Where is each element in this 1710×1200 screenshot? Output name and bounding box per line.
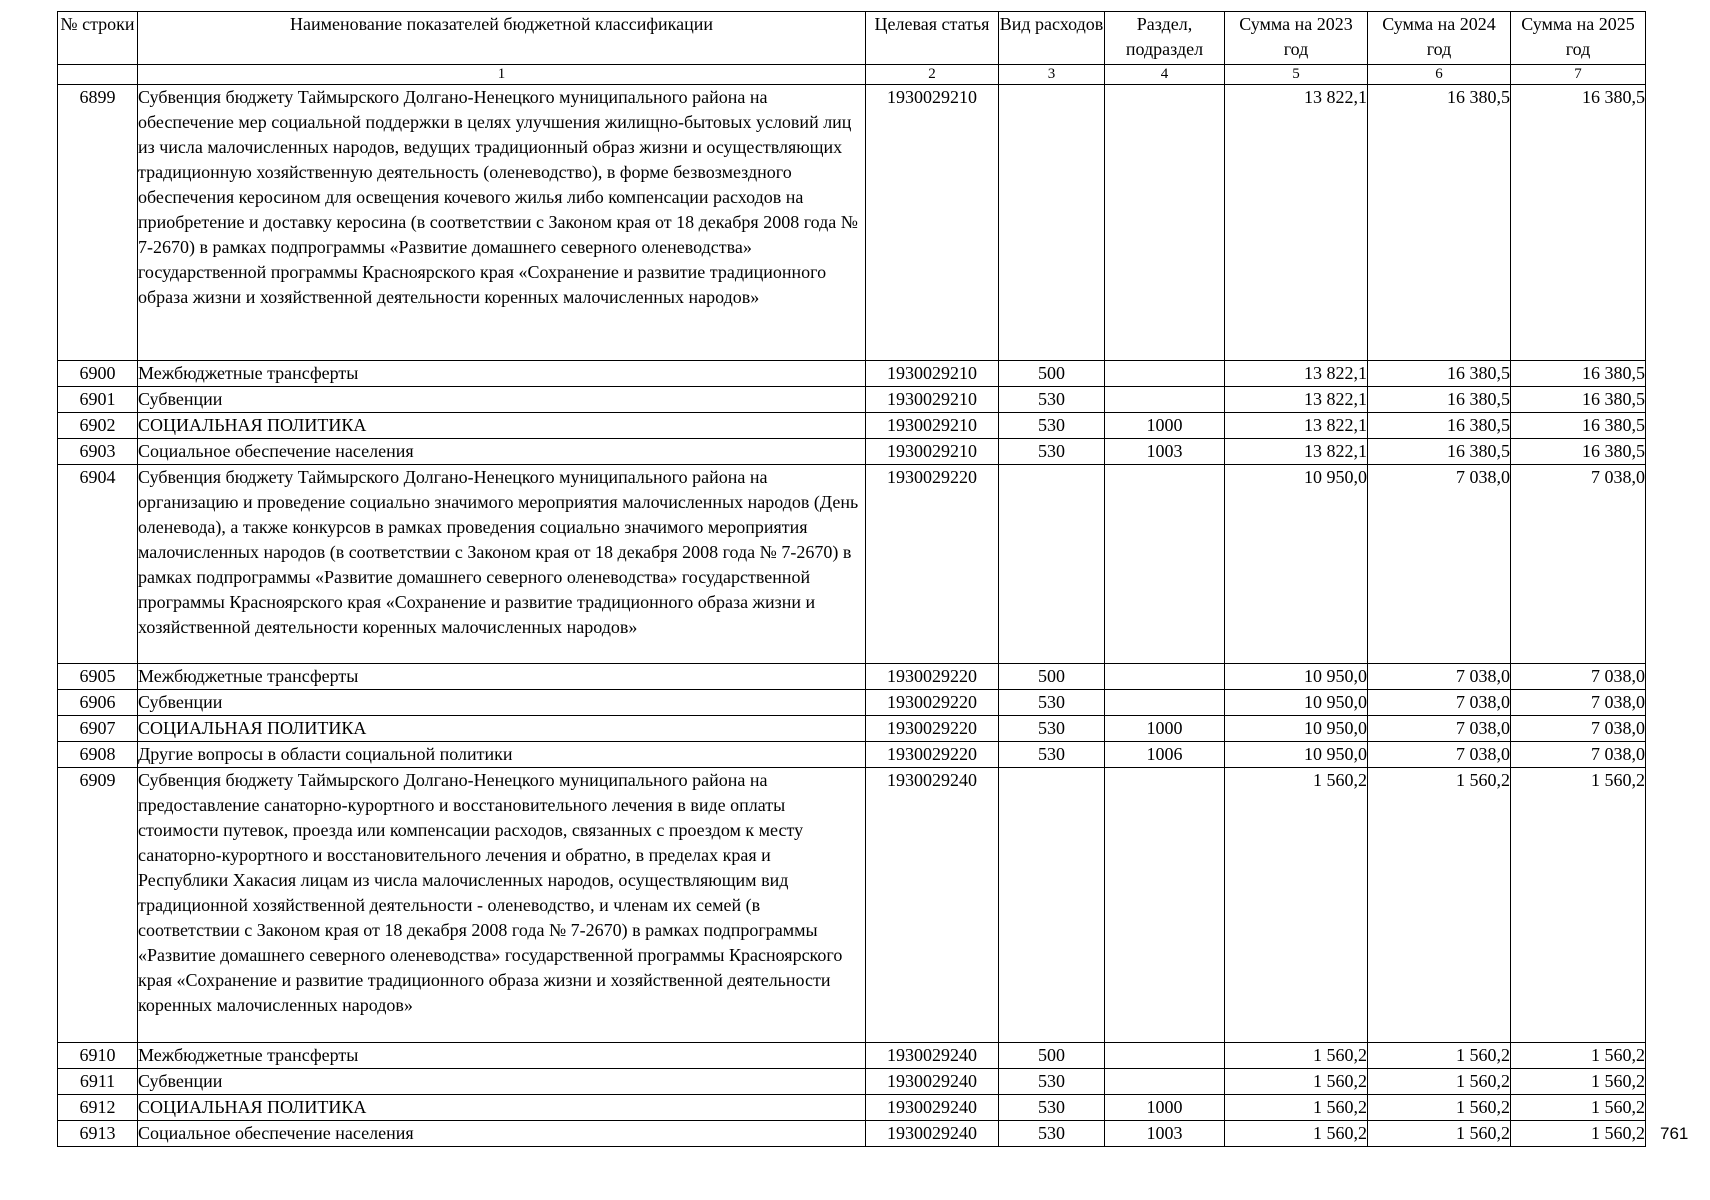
row-sum-2024: 1 560,2 <box>1368 768 1511 1043</box>
row-sum-2024: 16 380,5 <box>1368 85 1511 361</box>
col-number-0 <box>58 65 138 85</box>
row-target-code: 1930029240 <box>866 1095 999 1121</box>
row-sum-2025: 16 380,5 <box>1511 439 1646 465</box>
row-target-code: 1930029240 <box>866 1043 999 1069</box>
row-section: 1000 <box>1105 1095 1225 1121</box>
row-target-code: 1930029210 <box>866 387 999 413</box>
row-sum-2023: 1 560,2 <box>1225 1069 1368 1095</box>
row-sum-2025: 16 380,5 <box>1511 413 1646 439</box>
row-sum-2023: 1 560,2 <box>1225 1095 1368 1121</box>
col-number-3: 3 <box>999 65 1105 85</box>
row-name: Другие вопросы в области социальной политики <box>138 742 866 768</box>
row-sum-2025: 16 380,5 <box>1511 85 1646 361</box>
row-section <box>1105 85 1225 361</box>
row-kind: 500 <box>999 361 1105 387</box>
row-target-code: 1930029240 <box>866 1121 999 1147</box>
row-sum-2025: 7 038,0 <box>1511 716 1646 742</box>
row-sum-2023: 13 822,1 <box>1225 361 1368 387</box>
row-section <box>1105 690 1225 716</box>
row-name: Субвенции <box>138 690 866 716</box>
header-section: Раздел, подраздел <box>1105 12 1225 65</box>
table-row <box>58 1069 1646 1095</box>
row-sum-2024: 7 038,0 <box>1368 716 1511 742</box>
table-row <box>58 1043 1646 1069</box>
row-sum-2025: 1 560,2 <box>1511 768 1646 1043</box>
row-sum-2023: 13 822,1 <box>1225 85 1368 361</box>
table-row <box>58 387 1646 413</box>
row-sum-2024: 1 560,2 <box>1368 1069 1511 1095</box>
row-name: СОЦИАЛЬНАЯ ПОЛИТИКА <box>138 413 866 439</box>
row-sum-2023: 13 822,1 <box>1225 439 1368 465</box>
row-name: Субвенции <box>138 387 866 413</box>
col-number-4: 4 <box>1105 65 1225 85</box>
row-sum-2025: 7 038,0 <box>1511 664 1646 690</box>
row-kind: 530 <box>999 413 1105 439</box>
row-sum-2023: 13 822,1 <box>1225 387 1368 413</box>
row-kind: 530 <box>999 1095 1105 1121</box>
row-section <box>1105 1043 1225 1069</box>
row-number: 6903 <box>58 439 138 465</box>
table-row <box>58 742 1646 768</box>
table-row <box>58 664 1646 690</box>
row-sum-2025: 1 560,2 <box>1511 1069 1646 1095</box>
row-sum-2025: 7 038,0 <box>1511 465 1646 664</box>
row-kind: 530 <box>999 1069 1105 1095</box>
budget-table <box>57 11 1646 1147</box>
col-number-5: 5 <box>1225 65 1368 85</box>
row-section <box>1105 1069 1225 1095</box>
row-sum-2024: 1 560,2 <box>1368 1043 1511 1069</box>
row-target-code: 1930029210 <box>866 85 999 361</box>
row-sum-2025: 16 380,5 <box>1511 361 1646 387</box>
row-section <box>1105 664 1225 690</box>
row-kind: 530 <box>999 387 1105 413</box>
row-name: СОЦИАЛЬНАЯ ПОЛИТИКА <box>138 716 866 742</box>
row-target-code: 1930029220 <box>866 742 999 768</box>
row-sum-2023: 10 950,0 <box>1225 716 1368 742</box>
row-section <box>1105 768 1225 1043</box>
row-target-code: 1930029220 <box>866 465 999 664</box>
row-kind: 530 <box>999 716 1105 742</box>
row-name: Межбюджетные трансферты <box>138 361 866 387</box>
header-name: Наименование показателей бюджетной классификации <box>138 12 866 65</box>
table-row <box>58 361 1646 387</box>
header-row <box>58 12 1646 65</box>
row-kind: 530 <box>999 439 1105 465</box>
row-section: 1006 <box>1105 742 1225 768</box>
row-sum-2024: 7 038,0 <box>1368 690 1511 716</box>
row-sum-2024: 16 380,5 <box>1368 439 1511 465</box>
row-sum-2025: 7 038,0 <box>1511 742 1646 768</box>
row-name: Социальное обеспечение населения <box>138 439 866 465</box>
row-section <box>1105 387 1225 413</box>
row-kind: 500 <box>999 664 1105 690</box>
row-name: Межбюджетные трансферты <box>138 1043 866 1069</box>
row-kind <box>999 465 1105 664</box>
row-sum-2023: 1 560,2 <box>1225 1121 1368 1147</box>
row-kind <box>999 768 1105 1043</box>
col-number-6: 6 <box>1368 65 1511 85</box>
header-row-no: № строки <box>58 12 138 65</box>
row-number: 6905 <box>58 664 138 690</box>
row-kind: 500 <box>999 1043 1105 1069</box>
row-sum-2025: 1 560,2 <box>1511 1121 1646 1147</box>
row-section: 1003 <box>1105 1121 1225 1147</box>
row-target-code: 1930029220 <box>866 664 999 690</box>
row-number: 6910 <box>58 1043 138 1069</box>
row-section: 1003 <box>1105 439 1225 465</box>
row-number: 6906 <box>58 690 138 716</box>
col-number-2: 2 <box>866 65 999 85</box>
row-name: Субвенция бюджету Таймырского Долгано-Ненецкого муниципального района на предоставление санаторно-курортного и восстановительного лечения в виде оплаты стоимости путевок, проезда или компенсации расходов, связанных с проездом к месту санаторно-курортного и восстановительного лечения и обратно, в пределах края и Республики Хакасия лицам из числа малочисленных народов, осуществляющим вид традиционной хозяйственной деятельности - оленеводство, и членам их семей (в соответствии с Законом края от 18 декабря 2008 года № 7-2670) в рамках подпрограммы «Развитие домашнего северного оленеводства» государственной программы Красноярского края «Сохранение и развитие традиционного образа жизни и хозяйственной деятельности коренных малочисленных народов» <box>138 768 866 1043</box>
table-row <box>58 1121 1646 1147</box>
header-target: Целевая статья <box>866 12 999 65</box>
header-sum-2024: Сумма на 2024 год <box>1368 12 1511 65</box>
table-row <box>58 690 1646 716</box>
row-number: 6900 <box>58 361 138 387</box>
row-number: 6904 <box>58 465 138 664</box>
row-sum-2024: 16 380,5 <box>1368 387 1511 413</box>
row-name: Субвенции <box>138 1069 866 1095</box>
table-row <box>58 716 1646 742</box>
row-section <box>1105 465 1225 664</box>
row-number: 6901 <box>58 387 138 413</box>
row-number: 6913 <box>58 1121 138 1147</box>
row-section: 1000 <box>1105 413 1225 439</box>
row-name: Социальное обеспечение населения <box>138 1121 866 1147</box>
row-sum-2024: 16 380,5 <box>1368 361 1511 387</box>
row-number: 6907 <box>58 716 138 742</box>
row-sum-2023: 10 950,0 <box>1225 690 1368 716</box>
row-target-code: 1930029220 <box>866 690 999 716</box>
table-row <box>58 85 1646 361</box>
row-sum-2024: 1 560,2 <box>1368 1121 1511 1147</box>
row-section: 1000 <box>1105 716 1225 742</box>
row-sum-2023: 1 560,2 <box>1225 1043 1368 1069</box>
row-target-code: 1930029210 <box>866 439 999 465</box>
row-name: Межбюджетные трансферты <box>138 664 866 690</box>
row-section <box>1105 361 1225 387</box>
row-number: 6899 <box>58 85 138 361</box>
row-target-code: 1930029240 <box>866 1069 999 1095</box>
col-number-7: 7 <box>1511 65 1646 85</box>
row-sum-2025: 1 560,2 <box>1511 1043 1646 1069</box>
row-number: 6908 <box>58 742 138 768</box>
row-sum-2024: 7 038,0 <box>1368 664 1511 690</box>
row-target-code: 1930029240 <box>866 768 999 1043</box>
header-sum-2023: Сумма на 2023 год <box>1225 12 1368 65</box>
row-target-code: 1930029210 <box>866 413 999 439</box>
table-row <box>58 465 1646 664</box>
row-sum-2025: 16 380,5 <box>1511 387 1646 413</box>
header-sum-2025: Сумма на 2025 год <box>1511 12 1646 65</box>
row-sum-2023: 13 822,1 <box>1225 413 1368 439</box>
table-row <box>58 1095 1646 1121</box>
row-number: 6912 <box>58 1095 138 1121</box>
row-number: 6911 <box>58 1069 138 1095</box>
row-target-code: 1930029210 <box>866 361 999 387</box>
row-sum-2024: 7 038,0 <box>1368 465 1511 664</box>
table-row <box>58 439 1646 465</box>
row-sum-2023: 10 950,0 <box>1225 465 1368 664</box>
row-sum-2024: 16 380,5 <box>1368 413 1511 439</box>
table-row <box>58 768 1646 1043</box>
row-kind <box>999 85 1105 361</box>
page-number: 761 <box>1660 1124 1689 1143</box>
column-number-row <box>58 65 1646 85</box>
col-number-1: 1 <box>138 65 866 85</box>
row-sum-2023: 10 950,0 <box>1225 742 1368 768</box>
row-sum-2025: 1 560,2 <box>1511 1095 1646 1121</box>
row-number: 6902 <box>58 413 138 439</box>
row-sum-2024: 7 038,0 <box>1368 742 1511 768</box>
row-sum-2025: 7 038,0 <box>1511 690 1646 716</box>
row-target-code: 1930029220 <box>866 716 999 742</box>
row-name: Субвенция бюджету Таймырского Долгано-Ненецкого муниципального района на обеспечение мер социальной поддержки в целях улучшения жилищно-бытовых условий лиц из числа малочисленных народов, ведущих традиционный образ жизни и осуществляющих традиционную хозяйственную деятельность (оленеводство), в форме безвозмездного обеспечения керосином для освещения кочевого жилья либо компенсации расходов на приобретение и доставку керосина (в соответствии с Законом края от 18 декабря 2008 года № 7-2670) в рамках подпрограммы «Развитие домашнего северного оленеводства» государственной программы Красноярского края «Сохранение и развитие традиционного образа жизни и хозяйственной деятельности коренных малочисленных народов» <box>138 85 866 361</box>
row-kind: 530 <box>999 742 1105 768</box>
row-sum-2024: 1 560,2 <box>1368 1095 1511 1121</box>
row-name: СОЦИАЛЬНАЯ ПОЛИТИКА <box>138 1095 866 1121</box>
header-kind: Вид расходов <box>999 12 1105 65</box>
row-kind: 530 <box>999 690 1105 716</box>
row-sum-2023: 10 950,0 <box>1225 664 1368 690</box>
row-number: 6909 <box>58 768 138 1043</box>
row-name: Субвенция бюджету Таймырского Долгано-Ненецкого муниципального района на организацию и проведение социально значимого мероприятия малочисленных народов (День оленевода), а также конкурсов в рамках проведения социально значимого мероприятия малочисленных народов (в соответствии с Законом края от 18 декабря 2008 года № 7-2670) в рамках подпрограммы «Развитие домашнего северного оленеводства» государственной программы Красноярского края «Сохранение и развитие традиционного образа жизни и хозяйственной деятельности коренных малочисленных народов» <box>138 465 866 664</box>
table-row <box>58 413 1646 439</box>
row-sum-2023: 1 560,2 <box>1225 768 1368 1043</box>
row-kind: 530 <box>999 1121 1105 1147</box>
